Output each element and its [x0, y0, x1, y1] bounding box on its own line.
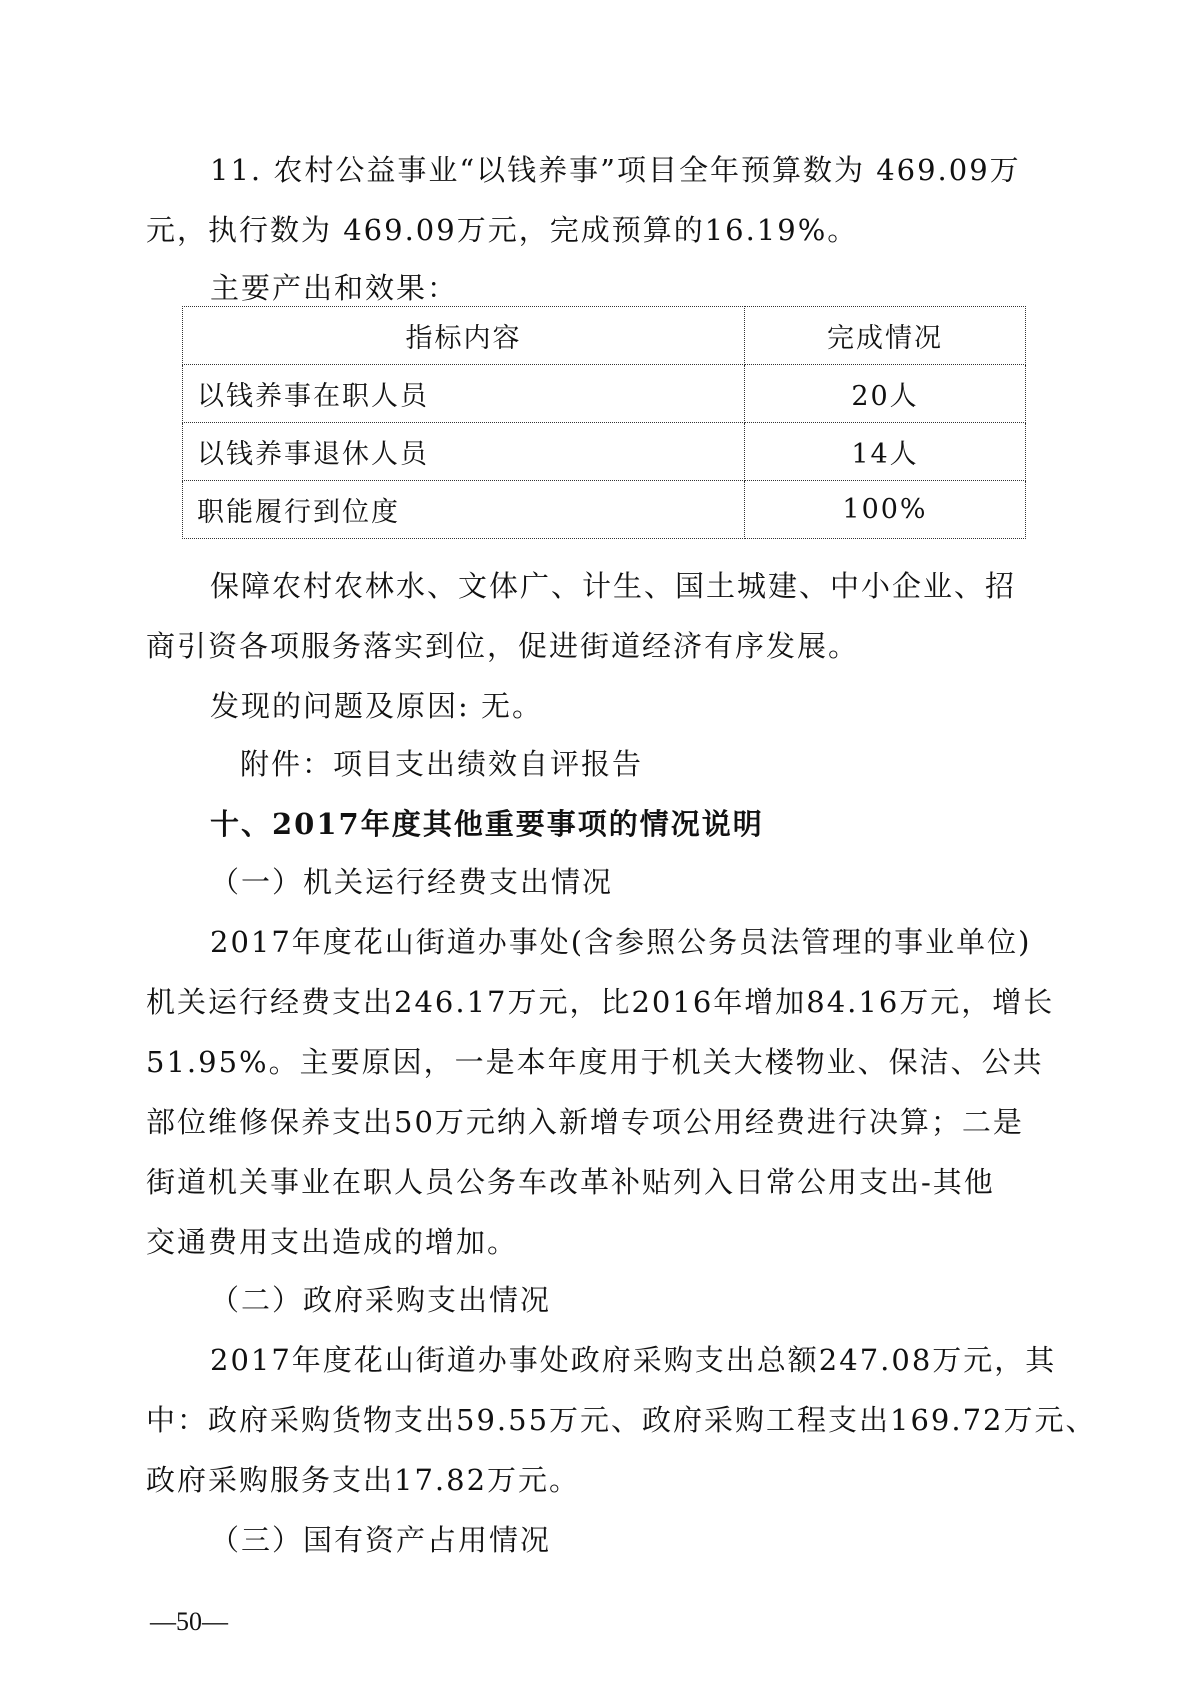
text-line: 政府采购服务支出17.82万元。 [146, 1463, 581, 1497]
table-row [183, 365, 1026, 423]
section-heading: 十、2017年度其他重要事项的情况说明 [210, 807, 764, 841]
table-cell-indicator: 以钱养事在职人员 [183, 365, 745, 423]
table-cell-status: 14人 [745, 423, 1026, 481]
table-header-row [183, 307, 1026, 365]
table-row [183, 423, 1026, 481]
text-line: 11. 农村公益事业“以钱养事”项目全年预算数为 469.09万 [210, 153, 1021, 187]
text-line: 保障农村农林水、文体广、计生、国土城建、中小企业、招 [210, 569, 1017, 603]
text-line: 51.95%。主要原因，一是本年度用于机关大楼物业、保洁、公共 [146, 1045, 1044, 1079]
text-line: 2017年度花山街道办事处政府采购支出总额247.08万元，其 [210, 1343, 1057, 1377]
text-line: （二）政府采购支出情况 [210, 1283, 552, 1317]
text-line: （三）国有资产占用情况 [210, 1523, 552, 1557]
text-line: 中：政府采购货物支出59.55万元、政府采购工程支出169.72万元、 [146, 1403, 1097, 1437]
table-cell-status: 100% [745, 481, 1026, 539]
table-cell-status: 20人 [745, 365, 1026, 423]
text-line: 附件：项目支出绩效自评报告 [240, 747, 644, 781]
text-line: 机关运行经费支出246.17万元，比2016年增加84.16万元，增长 [146, 985, 1055, 1019]
table-header-indicator: 指标内容 [183, 307, 745, 365]
text-line: 2017年度花山街道办事处(含参照公务员法管理的事业单位) [210, 925, 1032, 959]
text-line: （一）机关运行经费支出情况 [210, 865, 614, 899]
text-line: 街道机关事业在职人员公务车改革补贴列入日常公用支出-其他 [146, 1165, 995, 1199]
text-line: 发现的问题及原因: 无。 [210, 689, 543, 723]
text-line: 元，执行数为 469.09万元，完成预算的16.19%。 [146, 213, 859, 247]
text-line: 交通费用支出造成的增加。 [146, 1225, 519, 1259]
table-cell-indicator: 职能履行到位度 [183, 481, 745, 539]
table-row [183, 481, 1026, 539]
text-line: 主要产出和效果： [210, 271, 459, 305]
output-effect-table [182, 306, 1026, 539]
text-line: 部位维修保养支出50万元纳入新增专项公用经费进行决算；二是 [146, 1105, 1024, 1139]
text-line: 商引资各项服务落实到位，促进街道经济有序发展。 [146, 629, 860, 663]
page-number: —50— [150, 1607, 228, 1636]
table-cell-indicator: 以钱养事退休人员 [183, 423, 745, 481]
table-header-status: 完成情况 [745, 307, 1026, 365]
